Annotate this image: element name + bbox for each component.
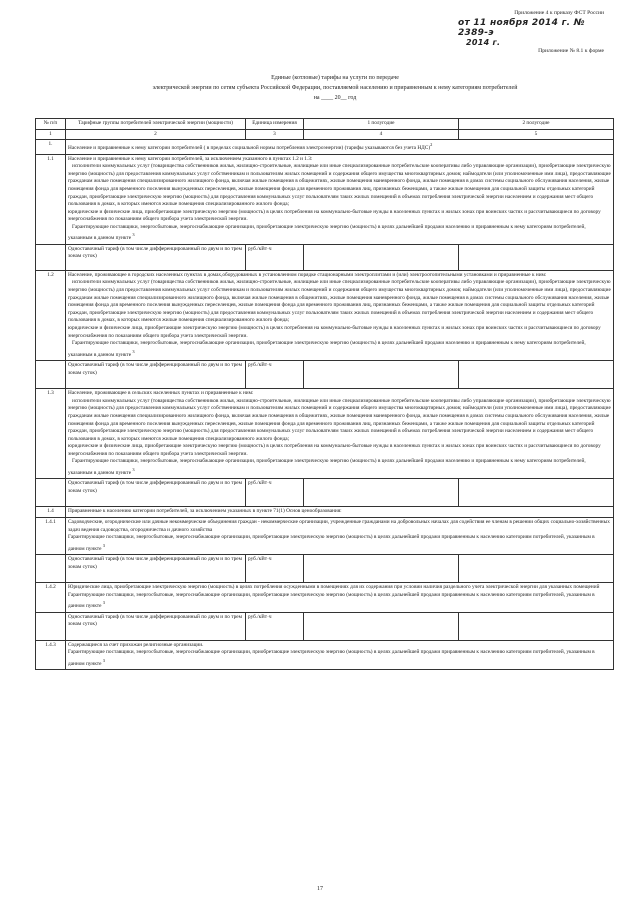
tariff-label: Одноставочный тариф (в том числе дифференцированный по двум и по трем зонам суток) (66, 244, 246, 270)
tariff-value-h2 (459, 244, 614, 270)
tariff-row (36, 612, 614, 640)
table-header-row (36, 119, 614, 130)
annex-handwritten-year: 2014 г. (466, 37, 501, 47)
tariff-unit: руб./кВт·ч (246, 479, 304, 507)
header-group: Тарифные группы потребителей электрической энергии (мощности) (66, 119, 246, 130)
tariff-label: Одноставочный тариф (в том числе дифференцированный по двум и по трем зонам суток) (66, 361, 246, 389)
tariff-unit: руб./кВт·ч (246, 612, 304, 640)
tariff-unit: руб./кВт·ч (246, 244, 304, 270)
colnum-2: 2 (66, 129, 246, 140)
row-text: Население, проживающее в городских населенных пунктах в домах,оборудованных в установленном порядке стационарными электроплитами и (или) электроотопительными установками и приравненные к ним: исполнители коммунальных услуг (товарищества собственников жилья, жилищно-строительные, жилищные или иные специализированные потребительские кооперативы либо управляющие организации), приобретающие электрическую энергию (мощность) для предоставления коммунальных услуг собственникам и пользователям жилых помещений и содержания общего имущества многоквартирных домов; наймодатели (или уполномоченные ими лица), предоставляющие гражданам жилые помещения специализированного жилищного фонда, включая жилые помещения в общежитиях, жилые помещения маневренного фонда, жилые помещения в домах системы социального обслуживания населения, жилые помещения фонда для временного поселения вынужденных переселенцев, жилые помещения фонда для временного проживания лиц, признанных беженцами, а также жилые помещения для социальной защиты отдельных категорий граждан, приобретающие электрическую энергию (мощность) для предоставления коммунальных услуг пользователям таких жилых помещений в объемах потребления электрической энергии населением и содержания мест общего пользования в домах, в которых имеются жилые помещения специализированного жилого фонда; юридические и физические лица, приобретающие электрическую энергию (мощность) в целях потребления на коммунально-бытовые нужды в населенных пунктах и жилых зонах при воинских частях и рассчитывающиеся по договору энергоснабжения по показаниям общего прибора учета электрической энергии. Гарантирующие поставщики, энергосбытовые, энергоснабжающие организации, приобретающие электрическую энергию (мощность) в целях дальнейшей продажи населению и приравненным к нему категориям потребителей, указанным в данном пункте $^3$ (66, 270, 614, 360)
row-text: Юридические лица, приобретающие электрическую энергию (мощность) в целях потребления осужденными в помещениях для их содержания при условии наличия раздельного учета электрической энергии для указанных помещений Гарантирующие поставщики, энергосбытовые, энергоснабжающие организации, приобретающие электрическую энергию (мощность) в целях дальнейшей продажи приравненным к населению категориям потребителей, указанным в данном пункте $^3$ (66, 583, 614, 613)
row-num: 1.1 (36, 154, 66, 244)
header-half-1: 1 полугодие (304, 119, 459, 130)
table-row (36, 518, 614, 555)
tariff-unit: руб./кВт·ч (246, 361, 304, 389)
table-row (36, 507, 614, 518)
row-num: 1.4.2 (36, 583, 66, 613)
tariff-value-h1 (304, 244, 459, 270)
row-text: Приравненные к населению категории потребителей, за исключением указанных в пункте 71(1) Основ ценообразования: (66, 507, 614, 518)
tariff-row (36, 244, 614, 270)
colnum-4: 4 (304, 129, 459, 140)
row-text: Население, проживающее в сельских населенных пунктах и приравненные к ним: исполнители коммунальных услуг (товарищества собственников жилья, жилищно-строительные, жилищные или иные специализированные потребительские кооперативы либо управляющие организации), приобретающие электрическую энергию (мощность) для предоставления коммунальных услуг собственникам и пользователям жилых помещений и содержания общего имущества многоквартирных домов; наймодатели (или уполномоченные ими лица), предоставляющие гражданам жилые помещения специализированного жилищного фонда, включая жилые помещения в общежитиях, жилые помещения маневренного фонда, жилые помещения в домах системы социального обслуживания населения, жилые помещения фонда для временного поселения вынужденных переселенцев, жилые помещения фонда для временного проживания лиц, признанных беженцами, а также жилые помещения для социальной защиты отдельных категорий граждан, приобретающие электрическую энергию (мощность) для предоставления коммунальных услуг пользователям таких жилых помещений в объемах потребления электрической энергии населением и содержания мест общего пользования в домах, в которых имеются жилые помещения специализированного жилого фонда; юридические и физические лица, приобретающие электрическую энергию (мощность) в целях потребления на коммунально-бытовые нужды в населенных пунктах и жилых зонах при воинских частях и рассчитывающиеся по договору энергоснабжения по показаниям общего прибора учета электрической энергии. Гарантирующие поставщики, энергосбытовые, энергоснабжающие организации, приобретающие электрическую энергию (мощность) в целях дальнейшей продажи населению и приравненным к нему категориям потребителей, указанным в данном пункте $^3$ (66, 389, 614, 479)
header-half-2: 2 полугодие (459, 119, 614, 130)
row-num: 1.4.1 (36, 518, 66, 555)
table-row (36, 389, 614, 479)
row-num: 1.4 (36, 507, 66, 518)
table-row (36, 270, 614, 360)
title-line-1: Единые (котловые) тарифы на услуги по передаче (271, 75, 399, 81)
row-num: 1.4.3 (36, 640, 66, 670)
row-num: 1.3 (36, 389, 66, 479)
tariff-value-h1 (304, 361, 459, 389)
tariff-label: Одноставочный тариф (в том числе дифференцированный по двум и по трем зонам суток) (66, 555, 246, 583)
row-num: 1. (36, 140, 66, 154)
table-row (36, 154, 614, 244)
colnum-3: 3 (246, 129, 304, 140)
tariff-value-h1 (304, 555, 459, 583)
page-number: 17 (317, 886, 323, 892)
tariff-label: Одноставочный тариф (в том числе дифференцированный по двум и по трем зонам суток) (66, 479, 246, 507)
annex-line-1: Приложение 4 к приказу ФСТ России (514, 10, 604, 16)
row-text: Население и приравненные к нему категории потребителей ( в пределах социальной нормы потребления электроэнергии) (тарифы указываются без учета НДС)$^2$ (66, 140, 614, 154)
annex-line-3: Приложение № 8.1 к форме (538, 47, 604, 54)
annex-handwritten-date: от 11 ноября 2014 г. № 2389-э (458, 17, 585, 38)
header-num: № п/п (36, 119, 66, 130)
table-number-row (36, 129, 614, 140)
table-row (36, 583, 614, 613)
title-line-2: электрической энергии по сетям субъекта Российской Федерации, поставляемой населению и приравненным к нему категориям потребителей (152, 85, 518, 91)
tariff-value-h1 (304, 479, 459, 507)
title-line-3: на ____ 20__ год (313, 95, 357, 101)
tariff-row (36, 361, 614, 389)
tariff-row (36, 555, 614, 583)
tariff-value-h2 (459, 612, 614, 640)
header-unit: Единица измерения (246, 119, 304, 130)
colnum-5: 5 (459, 129, 614, 140)
tariff-value-h1 (304, 612, 459, 640)
tariff-value-h2 (459, 361, 614, 389)
table-row (36, 640, 614, 670)
tariff-label: Одноставочный тариф (в том числе дифференцированный по двум и по трем зонам суток) (66, 612, 246, 640)
tariff-unit: руб./кВт·ч (246, 555, 304, 583)
tariff-row (36, 479, 614, 507)
row-text: Население и приравненные к нему категории потребителей, за исключением указанного в пунктах 1.2 и 1.3: исполнители коммунальных услуг (товарищества собственников жилья, жилищно-строительные, жилищные или иные специализированные потребительские кооперативы либо управляющие организации), приобретающие электрическую энергию (мощность) для предоставления коммунальных услуг собственникам и пользователям жилых помещений и содержания общего имущества многоквартирных домов; наймодатели (или уполномоченные ими лица), предоставляющие гражданам жилые помещения специализированного жилищного фонда, включая жилые помещения в общежитиях, жилые помещения маневренного фонда, жилые помещения в домах системы социального обслуживания населения, жилые помещения фонда для временного поселения вынужденных переселенцев, жилые помещения фонда для временного проживания лиц, признанных беженцами, а также жилые помещения для социальной защиты отдельных категорий граждан, приобретающие электрическую энергию (мощность) для предоставления коммунальных услуг пользователям таких жилых помещений в объемах потребления электрической энергии населением и содержания мест общего пользования в домах, в которых имеются жилые помещения специализированного жилого фонда; юридические и физические лица, приобретающие электрическую энергию (мощность) в целях потребления на коммунально-бытовые нужды в населенных пунктах и жилых зонах при воинских частях и рассчитывающиеся по договору энергоснабжения по показаниям общего прибора учета электрической энергии. Гарантирующие поставщики, энергосбытовые, энергоснабжающие организации, приобретающие электрическую энергию (мощность) в целях дальнейшей продажи населению и приравненным к нему категориям потребителей, указанным в данном пункте $^3$ (66, 154, 614, 244)
annex-stamp (454, 10, 604, 55)
tariff-value-h2 (459, 555, 614, 583)
table-row (36, 140, 614, 154)
row-text: Содержащиеся за счет прихожан религиозные организации. Гарантирующие поставщики, энергосбытовые, энергоснабжающие организации, приобретающие электрическую энергию (мощность) в целях дальнейшей продажи приравненным к населению категориям потребителей, указанным в данном пункте $^3$ (66, 640, 614, 670)
colnum-1: 1 (36, 129, 66, 140)
tariff-value-h2 (459, 479, 614, 507)
row-num: 1.2 (36, 270, 66, 360)
row-text: Садоводческие, огороднические или дачные некоммерческие объединения граждан - некоммерческие организации, учрежденные гражданами на добровольных началах для содействия ее членам в решении общих социально-хозяйственных задач ведения садоводства, огородничества и дачного хозяйства Гарантирующие поставщики, энергосбытовые, энергоснабжающие организации, приобретающие электрическую энергию (мощность) в целях дальнейшей продажи приравненным к населению категориям потребителей, указанным в данном пункте $^3$ (66, 518, 614, 555)
tariff-table (35, 118, 614, 670)
